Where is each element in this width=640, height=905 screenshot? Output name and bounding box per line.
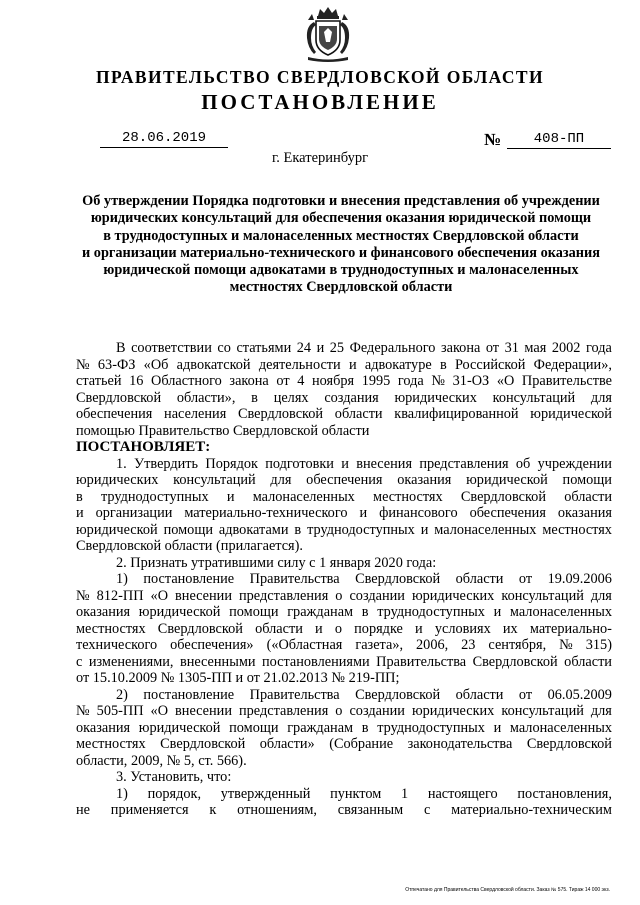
body-line: 2. Признать утратившими силу с 1 января 2020 года:: [116, 554, 437, 571]
resolves-heading: ПОСТАНОВЛЯЕТ:: [76, 439, 211, 455]
body-line: Свердловской области (прилагается).: [76, 538, 303, 554]
title-line: и организации материально-технического и финансового обеспечения оказания: [81, 244, 601, 261]
body-line: технического обеспечения» («Областная газета», 2006, 23 сентября, № 315): [76, 637, 612, 653]
document-body: [76, 340, 612, 819]
body-line: юридической помощи адвокатами в труднодоступных и малонаселенных местностях: [76, 521, 612, 538]
body-line: не применяется к отношениям, связанным с материально-техническим: [76, 802, 612, 818]
title-line: юридических консультаций для обеспечения оказания юридической помощи: [90, 210, 592, 227]
body-line: В соответствии со статьями 24 и 25 Федерального закона от 31 мая 2002 года: [116, 340, 612, 356]
document-title: [70, 193, 612, 297]
body-line: 3. Установить, что:: [116, 769, 232, 785]
body-line: статьей 16 Областного закона от 4 ноября 1995 года № 31-ОЗ «О Правительстве: [76, 373, 612, 389]
body-line: 1) порядок, утвержденный пунктом 1 настоящего постановления,: [116, 785, 612, 802]
body-line: № 63-ФЗ «Об адвокатской деятельности и адвокатуре в Российской Федерации»,: [76, 356, 612, 373]
document-number: 408-ПП: [507, 131, 611, 149]
body-line: области, 2009, № 5, ст. 566).: [76, 752, 247, 769]
print-footer: Отпечатано для Правительства Свердловской области. Заказ № 575. Тираж 14 000 экз.: [405, 887, 610, 893]
body-line: юридических консультаций для обеспечения оказания юридической помощи: [76, 472, 612, 488]
organization-name: ПРАВИТЕЛЬСТВО СВЕРДЛОВСКОЙ ОБЛАСТИ: [96, 67, 544, 87]
body-line: 1. Утвердить Порядок подготовки и внесения представления об учреждении: [116, 455, 612, 472]
city: г. Екатеринбург: [271, 150, 369, 166]
body-line: № 505-ПП «О внесении представления о создании юридических консультаций для: [76, 703, 612, 719]
body-line: 1) постановление Правительства Свердловской области от 19.09.2006: [116, 571, 612, 587]
body-line: местностях Свердловской области» (Собрание законодательства Свердловской: [76, 736, 612, 752]
body-line: помощью Правительство Свердловской области: [76, 422, 370, 439]
body-line: с изменениями, внесенными постановлениями Правительства Свердловской области: [76, 653, 612, 670]
body-line: в труднодоступных и малонаселенных местностях Свердловской области: [76, 488, 612, 505]
title-line: в труднодоступных и малонаселенных местностях Свердловской области: [103, 227, 579, 244]
body-line: Свердловской области», в целях создания юридических консультаций для: [76, 389, 612, 406]
coat-of-arms-icon: [302, 6, 354, 64]
body-line: оказания юридической помощи гражданам в труднодоступных и малонаселенных: [76, 604, 612, 620]
title-line: юридической помощи адвокатами в труднодоступных и малонаселенных: [103, 262, 579, 279]
body-line: № 812-ПП «О внесении представления о создании юридических консультаций для: [76, 587, 612, 604]
title-line: Об утверждении Порядка подготовки и внесения представления об учреждении: [82, 193, 600, 209]
body-line: 2) постановление Правительства Свердловской области от 06.05.2009: [116, 686, 612, 703]
body-line: и организации материально-технического и финансового обеспечения оказания: [76, 505, 612, 521]
number-label: №: [484, 130, 502, 149]
body-line: оказания юридической помощи гражданам в труднодоступных и малонаселенных: [76, 719, 612, 736]
document-type: ПОСТАНОВЛЕНИЕ: [201, 90, 439, 114]
body-line: обеспечения населения Свердловской области квалифицированной юридической: [76, 406, 612, 422]
title-line: местностях Свердловской области: [229, 279, 453, 296]
body-line: от 15.10.2009 № 1305-ПП и от 21.02.2013 № 219-ПП;: [76, 670, 400, 686]
body-line: местностях Свердловской области и о порядке и условиях их материально-: [76, 620, 612, 637]
document-date: 28.06.2019: [100, 130, 228, 148]
